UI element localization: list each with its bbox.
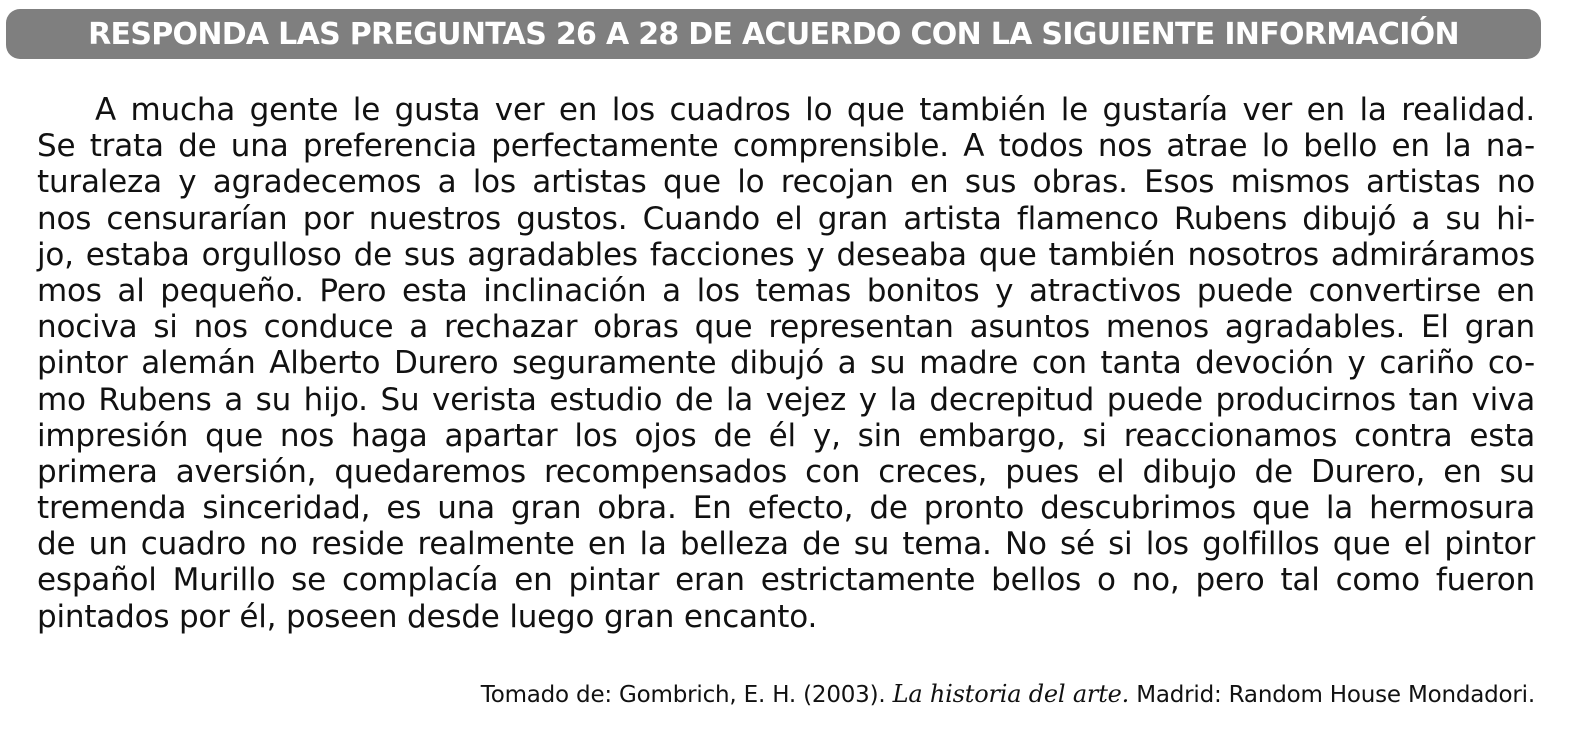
passage-line: Se trata de una preferencia perfectamente comprensible. A todos nos atrae lo bello en la na- [37,128,1535,165]
passage-line: pintados por él, poseen desde luego gran encanto. [37,598,818,635]
passage-line: impresión que nos haga apartar los ojos de él y, sin embargo, si reaccionamos contra esta [37,417,1535,454]
passage-line: español Murillo se complacía en pintar eran estrictamente bellos o no, pero tal como fueron [37,562,1535,599]
passage-line: mo Rubens a su hijo. Su verista estudio de la vejez y la decrepitud puede producirnos tan viva [37,381,1535,418]
header-banner [6,9,1541,59]
reading-passage [37,92,1535,635]
citation-suffix: Madrid: Random House Mondadori. [1136,682,1535,708]
passage-line: de un cuadro no reside realmente en la belleza de su tema. No sé si los golfillos que el pintor [37,526,1535,563]
source-citation [481,680,1535,708]
passage-line: A mucha gente le gusta ver en los cuadros lo que también le gustaría ver en la realidad. [95,92,1535,128]
passage-line: mos al pequeño. Pero esta inclinación a los temas bonitos y atractivos puede convertirse en [37,272,1535,309]
header-title: RESPONDA LAS PREGUNTAS 26 A 28 DE ACUERDO CON LA SIGUIENTE INFORMACIÓN [88,16,1459,52]
passage-line: turaleza y agradecemos a los artistas que lo recojan en sus obras. Esos mismos artistas no [37,164,1535,201]
passage-line: primera aversión, quedaremos recompensados con creces, pues el dibujo de Durero, en su [37,453,1535,490]
passage-line: nociva si nos conduce a rechazar obras que representan asuntos menos agradables. El gran [37,309,1535,346]
citation-book-title: La historia del arte. [892,680,1130,708]
passage-line: jo, estaba orgulloso de sus agradables facciones y deseaba que también nosotros admiráramos [37,236,1535,273]
passage-line: tremenda sinceridad, es una gran obra. En efecto, de pronto descubrimos que la hermosura [37,490,1535,527]
citation-prefix: Tomado de: Gombrich, E. H. (2003). [480,682,886,708]
passage-line: pintor alemán Alberto Durero seguramente dibujó a su madre con tanta devoción y cariño co- [37,345,1535,382]
passage-line: nos censurarían por nuestros gustos. Cuando el gran artista flamenco Rubens dibujó a su hi- [37,200,1535,237]
